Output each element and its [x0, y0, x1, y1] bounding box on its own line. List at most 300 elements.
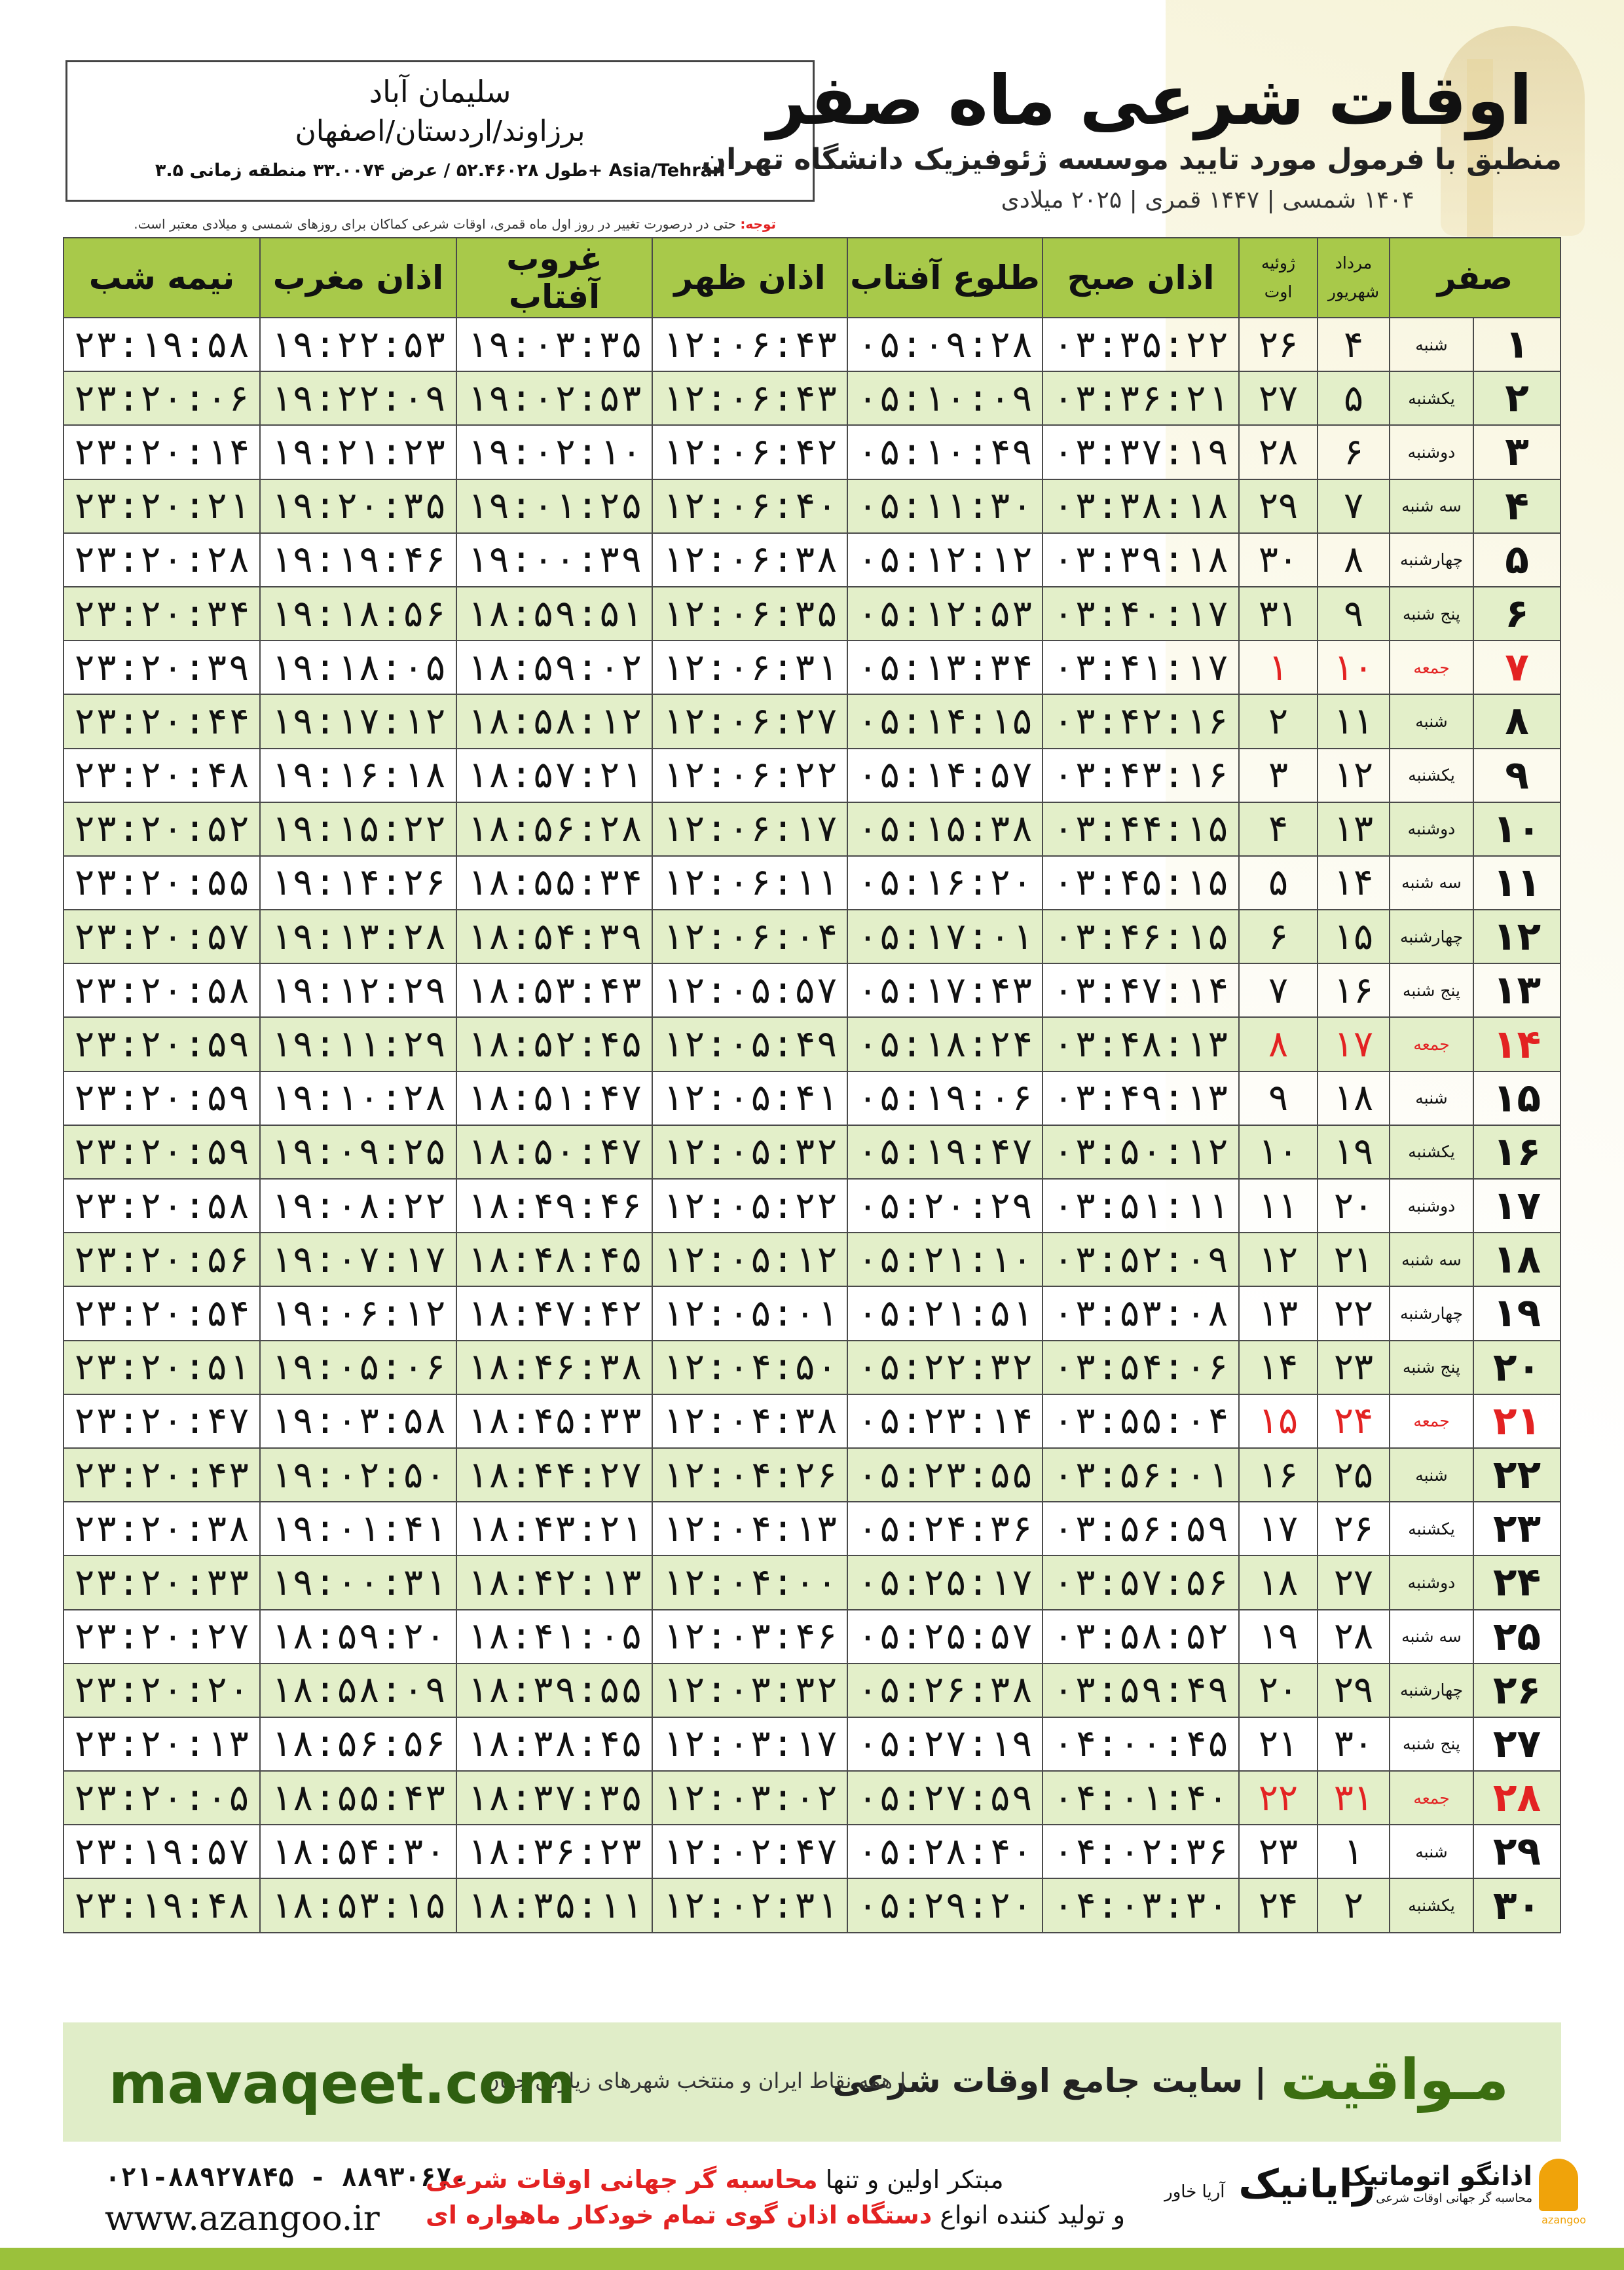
dhuhr-time: ۱۲:۰۵:۲۲: [652, 1179, 847, 1233]
weekday: جمعه: [1390, 1771, 1473, 1825]
shamsi-date: ۱۶: [1318, 963, 1390, 1017]
sunrise-time: ۰۵:۱۳:۳۴: [847, 641, 1043, 694]
sunrise-time: ۰۵:۲۸:۴۰: [847, 1825, 1043, 1878]
sunset-time: ۱۸:۴۵:۳۳: [456, 1394, 652, 1448]
dhuhr-time: ۱۲:۰۳:۴۶: [652, 1610, 847, 1664]
midnight-time: ۲۳:۱۹:۵۷: [64, 1825, 260, 1878]
shamsi-date: ۲۷: [1318, 1555, 1390, 1609]
weekday: چهارشنبه: [1390, 910, 1473, 963]
day-number: ۱۶: [1473, 1125, 1560, 1179]
fajr-time: ۰۳:۵۷:۵۶: [1043, 1555, 1239, 1609]
sunset-time: ۱۹:۰۲:۱۰: [456, 425, 652, 479]
shamsi-date: ۱۳: [1318, 802, 1390, 856]
shamsi-date: ۲۲: [1318, 1286, 1390, 1340]
sunrise-time: ۰۵:۲۳:۵۵: [847, 1448, 1043, 1502]
midnight-time: ۲۳:۲۰:۴۴: [64, 694, 260, 748]
sunrise-time: ۰۵:۲۲:۳۲: [847, 1341, 1043, 1394]
fajr-time: ۰۳:۴۰:۱۷: [1043, 587, 1239, 641]
gregorian-date: ۳۱: [1239, 587, 1318, 641]
rayanik-tag: آریا خاور: [1164, 2182, 1225, 2202]
maghrib-time: ۱۹:۲۱:۲۳: [260, 425, 456, 479]
shamsi-date: ۱۰: [1318, 641, 1390, 694]
midnight-time: ۲۳:۲۰:۰۵: [64, 1771, 260, 1825]
shamsi-date: ۲۱: [1318, 1233, 1390, 1286]
midnight-time: ۲۳:۲۰:۴۷: [64, 1394, 260, 1448]
shamsi-date: ۳۱: [1318, 1771, 1390, 1825]
dhuhr-time: ۱۲:۰۵:۴۱: [652, 1071, 847, 1125]
fajr-time: ۰۳:۵۶:۰۱: [1043, 1448, 1239, 1502]
shamsi-date: ۸: [1318, 533, 1390, 587]
maghrib-time: ۱۹:۱۹:۴۶: [260, 533, 456, 587]
weekday: چهارشنبه: [1390, 1286, 1473, 1340]
azangoo-logo: [1342, 2161, 1532, 2205]
table-row: [64, 641, 1560, 694]
rayanik-name: رایانیک: [1238, 2161, 1375, 2207]
gregorian-date: ۲۹: [1239, 479, 1318, 533]
weekday: پنج شنبه: [1390, 1341, 1473, 1394]
notice-text: حتی در درصورت تغییر در روز اول ماه قمری، اوقات شرعی کماکان برای روزهای شمسی و میلادی معتبر است.: [134, 216, 741, 232]
shamsi-date: ۳۰: [1318, 1717, 1390, 1771]
maghrib-time: ۱۹:۰۲:۵۰: [260, 1448, 456, 1502]
day-number: ۲۸: [1473, 1771, 1560, 1825]
day-number: ۲۳: [1473, 1502, 1560, 1555]
sunrise-time: ۰۵:۱۱:۳۰: [847, 479, 1043, 533]
fajr-time: ۰۳:۳۵:۲۲: [1043, 318, 1239, 371]
weekday: دوشنبه: [1390, 802, 1473, 856]
day-number: ۲: [1473, 371, 1560, 425]
midnight-time: ۲۳:۲۰:۱۴: [64, 425, 260, 479]
shamsi-date: ۷: [1318, 479, 1390, 533]
gregorian-date: ۷: [1239, 963, 1318, 1017]
dhuhr-time: ۱۲:۰۲:۳۱: [652, 1878, 847, 1932]
location-box: [65, 60, 815, 202]
table-row: [64, 1017, 1560, 1071]
table-row: [64, 1448, 1560, 1502]
sunset-time: ۱۸:۵۹:۰۲: [456, 641, 652, 694]
year-info: ۱۴۰۴ شمسی | ۱۴۴۷ قمری | ۲۰۲۵ میلادی: [1001, 187, 1414, 214]
notice: [62, 216, 776, 232]
day-number: ۲۱: [1473, 1394, 1560, 1448]
dhuhr-time: ۱۲:۰۶:۰۴: [652, 910, 847, 963]
header-maghrib: اذان مغرب: [260, 238, 456, 318]
dhuhr-time: ۱۲:۰۶:۱۷: [652, 802, 847, 856]
gregorian-date: ۱۹: [1239, 1610, 1318, 1664]
shamsi-date: ۲۵: [1318, 1448, 1390, 1502]
maghrib-time: ۱۸:۵۹:۲۰: [260, 1610, 456, 1664]
weekday: شنبه: [1390, 318, 1473, 371]
azangoo-sub: محاسبه گر جهانی اوقات شرعی: [1376, 2191, 1532, 2205]
day-number: ۲۷: [1473, 1717, 1560, 1771]
table-row: [64, 1502, 1560, 1555]
sunset-time: ۱۸:۵۳:۴۳: [456, 963, 652, 1017]
weekday: جمعه: [1390, 1394, 1473, 1448]
shamsi-date: ۱: [1318, 1825, 1390, 1878]
day-number: ۲۴: [1473, 1555, 1560, 1609]
gregorian-date: ۱۱: [1239, 1179, 1318, 1233]
dhuhr-time: ۱۲:۰۵:۳۲: [652, 1125, 847, 1179]
table-row: [64, 479, 1560, 533]
notice-label: توجه:: [740, 216, 776, 232]
day-number: ۱: [1473, 318, 1560, 371]
shamsi-date: ۱۹: [1318, 1125, 1390, 1179]
sunset-time: ۱۸:۴۶:۳۸: [456, 1341, 652, 1394]
gregorian-date: ۱۲: [1239, 1233, 1318, 1286]
maghrib-time: ۱۹:۰۰:۳۱: [260, 1555, 456, 1609]
day-number: ۳۰: [1473, 1878, 1560, 1932]
maghrib-time: ۱۹:۲۲:۰۹: [260, 371, 456, 425]
midnight-time: ۲۳:۲۰:۵۹: [64, 1125, 260, 1179]
dhuhr-time: ۱۲:۰۵:۵۷: [652, 963, 847, 1017]
weekday: جمعه: [1390, 1017, 1473, 1071]
weekday: یکشنبه: [1390, 1878, 1473, 1932]
day-number: ۹: [1473, 749, 1560, 802]
day-number: ۱۷: [1473, 1179, 1560, 1233]
fajr-time: ۰۳:۵۱:۱۱: [1043, 1179, 1239, 1233]
weekday: پنج شنبه: [1390, 1717, 1473, 1771]
table-row: [64, 1771, 1560, 1825]
dhuhr-time: ۱۲:۰۵:۱۲: [652, 1233, 847, 1286]
fajr-time: ۰۳:۵۰:۱۲: [1043, 1125, 1239, 1179]
day-number: ۵: [1473, 533, 1560, 587]
day-number: ۲۵: [1473, 1610, 1560, 1664]
phone-numbers: ۰۲۱-۸۸۹۲۷۸۴۵ - ۸۸۹۳۰۶۷۰: [105, 2163, 468, 2193]
dhuhr-time: ۱۲:۰۶:۲۷: [652, 694, 847, 748]
weekday: شنبه: [1390, 1071, 1473, 1125]
gregorian-date: ۲: [1239, 694, 1318, 748]
midnight-time: ۲۳:۲۰:۲۰: [64, 1664, 260, 1717]
fajr-time: ۰۳:۴۴:۱۵: [1043, 802, 1239, 856]
header-shamsi-bottom: شهریور: [1327, 282, 1380, 301]
coordinates: طول ۵۲.۴۶۰۲۸ / عرض ۳۳.۰۰۷۴ منطقه زمانی ۳.۵+ Asia/Tehran: [155, 160, 726, 181]
sunset-time: ۱۸:۳۵:۱۱: [456, 1878, 652, 1932]
header-shamsi: [1318, 238, 1390, 318]
midnight-time: ۲۳:۲۰:۵۹: [64, 1017, 260, 1071]
shamsi-date: ۲۳: [1318, 1341, 1390, 1394]
prayer-times-table: [63, 237, 1561, 1933]
table-row: [64, 856, 1560, 910]
sunset-time: ۱۸:۵۱:۴۷: [456, 1071, 652, 1125]
dhuhr-time: ۱۲:۰۵:۴۹: [652, 1017, 847, 1071]
maghrib-time: ۱۸:۵۴:۳۰: [260, 1825, 456, 1878]
gregorian-date: ۴: [1239, 802, 1318, 856]
midnight-time: ۲۳:۲۰:۲۱: [64, 479, 260, 533]
maghrib-time: ۱۸:۵۳:۱۵: [260, 1878, 456, 1932]
fajr-time: ۰۳:۴۵:۱۵: [1043, 856, 1239, 910]
table-row: [64, 1179, 1560, 1233]
dhuhr-time: ۱۲:۰۶:۳۱: [652, 641, 847, 694]
sunset-time: ۱۸:۵۲:۴۵: [456, 1017, 652, 1071]
maghrib-time: ۱۹:۲۲:۵۳: [260, 318, 456, 371]
gregorian-date: ۹: [1239, 1071, 1318, 1125]
sunset-time: ۱۸:۵۸:۱۲: [456, 694, 652, 748]
table-row: [64, 1555, 1560, 1609]
sunrise-time: ۰۵:۲۵:۱۷: [847, 1555, 1043, 1609]
azangoo-link[interactable]: www.azangoo.ir: [105, 2199, 380, 2239]
midnight-time: ۲۳:۲۰:۵۵: [64, 856, 260, 910]
sunset-time: ۱۹:۰۰:۳۹: [456, 533, 652, 587]
weekday: یکشنبه: [1390, 1125, 1473, 1179]
shamsi-date: ۱۷: [1318, 1017, 1390, 1071]
table-row: [64, 533, 1560, 587]
fajr-time: ۰۳:۳۷:۱۹: [1043, 425, 1239, 479]
city-name: سلیمان آباد: [369, 74, 511, 109]
sunrise-time: ۰۵:۲۷:۵۹: [847, 1771, 1043, 1825]
mavaqeet-banner: [63, 2022, 1561, 2142]
weekday: سه شنبه: [1390, 1233, 1473, 1286]
gregorian-date: ۱: [1239, 641, 1318, 694]
weekday: یکشنبه: [1390, 371, 1473, 425]
weekday: یکشنبه: [1390, 749, 1473, 802]
weekday: دوشنبه: [1390, 1555, 1473, 1609]
table-row: [64, 694, 1560, 748]
maghrib-time: ۱۹:۰۶:۱۲: [260, 1286, 456, 1340]
header-midnight: نیمه شب: [64, 238, 260, 318]
fajr-time: ۰۳:۴۶:۱۵: [1043, 910, 1239, 963]
weekday: سه شنبه: [1390, 856, 1473, 910]
weekday: چهارشنبه: [1390, 1664, 1473, 1717]
maghrib-time: ۱۹:۱۵:۲۲: [260, 802, 456, 856]
gregorian-date: ۱۶: [1239, 1448, 1318, 1502]
sunset-time: ۱۸:۵۷:۲۱: [456, 749, 652, 802]
sunrise-time: ۰۵:۱۹:۰۶: [847, 1071, 1043, 1125]
maghrib-time: ۱۹:۰۹:۲۵: [260, 1125, 456, 1179]
midnight-time: ۲۳:۱۹:۴۸: [64, 1878, 260, 1932]
midnight-time: ۲۳:۲۰:۵۶: [64, 1233, 260, 1286]
footer-line-1b: محاسبه گر جهانی اوقات شرعی: [426, 2165, 818, 2194]
gregorian-date: ۲۰: [1239, 1664, 1318, 1717]
shamsi-date: ۲۶: [1318, 1502, 1390, 1555]
midnight-time: ۲۳:۲۰:۵۲: [64, 802, 260, 856]
website-link[interactable]: mavaqeet.com: [109, 2051, 576, 2117]
day-number: ۲۰: [1473, 1341, 1560, 1394]
weekday: دوشنبه: [1390, 425, 1473, 479]
day-number: ۱۵: [1473, 1071, 1560, 1125]
sunset-time: ۱۸:۳۹:۵۵: [456, 1664, 652, 1717]
midnight-time: ۲۳:۲۰:۴۳: [64, 1448, 260, 1502]
weekday: پنج شنبه: [1390, 963, 1473, 1017]
fajr-time: ۰۳:۵۶:۵۹: [1043, 1502, 1239, 1555]
dhuhr-time: ۱۲:۰۶:۲۲: [652, 749, 847, 802]
sunset-time: ۱۸:۳۸:۴۵: [456, 1717, 652, 1771]
midnight-time: ۲۳:۲۰:۱۳: [64, 1717, 260, 1771]
dhuhr-time: ۱۲:۰۴:۱۳: [652, 1502, 847, 1555]
table-row: [64, 1233, 1560, 1286]
shamsi-date: ۲۹: [1318, 1664, 1390, 1717]
sunrise-time: ۰۵:۱۷:۴۳: [847, 963, 1043, 1017]
table-row: [64, 1341, 1560, 1394]
sunset-time: ۱۹:۰۳:۳۵: [456, 318, 652, 371]
dhuhr-time: ۱۲:۰۵:۰۱: [652, 1286, 847, 1340]
shamsi-date: ۲۴: [1318, 1394, 1390, 1448]
gregorian-date: ۲۳: [1239, 1825, 1318, 1878]
maghrib-time: ۱۹:۰۱:۴۱: [260, 1502, 456, 1555]
header-greg-top: ژوئیه: [1261, 253, 1296, 272]
sunset-time: ۱۸:۴۲:۱۳: [456, 1555, 652, 1609]
sunset-time: ۱۸:۳۶:۲۳: [456, 1825, 652, 1878]
fajr-time: ۰۳:۳۸:۱۸: [1043, 479, 1239, 533]
maghrib-time: ۱۹:۰۸:۲۲: [260, 1179, 456, 1233]
gregorian-date: ۲۷: [1239, 371, 1318, 425]
day-number: ۶: [1473, 587, 1560, 641]
sunset-time: ۱۸:۵۶:۲۸: [456, 802, 652, 856]
footer-line-2a: و تولید کننده انواع: [932, 2201, 1126, 2229]
table-row: [64, 1610, 1560, 1664]
sunrise-time: ۰۵:۱۶:۲۰: [847, 856, 1043, 910]
sunrise-time: ۰۵:۲۹:۲۰: [847, 1878, 1043, 1932]
fajr-time: ۰۴:۰۲:۳۶: [1043, 1825, 1239, 1878]
weekday: پنج شنبه: [1390, 587, 1473, 641]
gregorian-date: ۱۸: [1239, 1555, 1318, 1609]
sunrise-time: ۰۵:۱۸:۲۴: [847, 1017, 1043, 1071]
bottom-bar: [0, 2248, 1624, 2270]
fajr-time: ۰۴:۰۱:۴۰: [1043, 1771, 1239, 1825]
table-header-row: [64, 238, 1560, 318]
maghrib-time: ۱۹:۰۵:۰۶: [260, 1341, 456, 1394]
table-row: [64, 1071, 1560, 1125]
sunrise-time: ۰۵:۱۵:۳۸: [847, 802, 1043, 856]
header-sunset: غروب آفتاب: [456, 238, 652, 318]
day-number: ۲۲: [1473, 1448, 1560, 1502]
midnight-time: ۲۳:۲۰:۵۴: [64, 1286, 260, 1340]
gregorian-date: ۲۸: [1239, 425, 1318, 479]
weekday: چهارشنبه: [1390, 533, 1473, 587]
shamsi-date: ۱۴: [1318, 856, 1390, 910]
weekday: یکشنبه: [1390, 1502, 1473, 1555]
sunset-time: ۱۸:۵۴:۳۹: [456, 910, 652, 963]
dhuhr-time: ۱۲:۰۶:۴۳: [652, 371, 847, 425]
fajr-time: ۰۳:۵۴:۰۶: [1043, 1341, 1239, 1394]
maghrib-time: ۱۹:۱۸:۰۵: [260, 641, 456, 694]
dhuhr-time: ۱۲:۰۴:۵۰: [652, 1341, 847, 1394]
day-number: ۱۳: [1473, 963, 1560, 1017]
midnight-time: ۲۳:۲۰:۵۸: [64, 963, 260, 1017]
gregorian-date: ۳۰: [1239, 533, 1318, 587]
sunset-time: ۱۸:۴۸:۴۵: [456, 1233, 652, 1286]
maghrib-time: ۱۹:۱۱:۲۹: [260, 1017, 456, 1071]
gregorian-date: ۱۷: [1239, 1502, 1318, 1555]
table-row: [64, 963, 1560, 1017]
sunset-time: ۱۸:۵۰:۴۷: [456, 1125, 652, 1179]
sunset-time: ۱۸:۴۹:۴۶: [456, 1179, 652, 1233]
footer-line-1a: مبتکر اولین و تنها: [817, 2165, 1004, 2194]
sunrise-time: ۰۵:۱۷:۰۱: [847, 910, 1043, 963]
sunrise-time: ۰۵:۱۴:۵۷: [847, 749, 1043, 802]
header-gregorian: [1239, 238, 1318, 318]
maghrib-time: ۱۹:۱۰:۲۸: [260, 1071, 456, 1125]
footer-line-1: [426, 2165, 1004, 2194]
table-row: [64, 425, 1560, 479]
shamsi-date: ۱۱: [1318, 694, 1390, 748]
day-number: ۷: [1473, 641, 1560, 694]
fajr-time: ۰۳:۴۸:۱۳: [1043, 1017, 1239, 1071]
sunset-time: ۱۹:۰۲:۵۳: [456, 371, 652, 425]
table-row: [64, 1878, 1560, 1932]
fajr-time: ۰۳:۵۲:۰۹: [1043, 1233, 1239, 1286]
sunset-time: ۱۸:۴۱:۰۵: [456, 1610, 652, 1664]
table-row: [64, 1717, 1560, 1771]
fajr-time: ۰۳:۴۹:۱۳: [1043, 1071, 1239, 1125]
table-row: [64, 1664, 1560, 1717]
dhuhr-time: ۱۲:۰۲:۴۷: [652, 1825, 847, 1878]
midnight-time: ۲۳:۲۰:۲۸: [64, 533, 260, 587]
midnight-time: ۲۳:۲۰:۵۹: [64, 1071, 260, 1125]
table-body: [64, 318, 1560, 1933]
dhuhr-time: ۱۲:۰۴:۳۸: [652, 1394, 847, 1448]
sunrise-time: ۰۵:۲۱:۵۱: [847, 1286, 1043, 1340]
day-number: ۲۶: [1473, 1664, 1560, 1717]
fajr-time: ۰۳:۴۱:۱۷: [1043, 641, 1239, 694]
maghrib-time: ۱۹:۱۳:۲۸: [260, 910, 456, 963]
shamsi-date: ۲۰: [1318, 1179, 1390, 1233]
header-dhuhr: اذان ظهر: [652, 238, 847, 318]
fajr-time: ۰۴:۰۰:۴۵: [1043, 1717, 1239, 1771]
table-row: [64, 318, 1560, 371]
header-greg-bottom: اوت: [1264, 282, 1293, 301]
sunrise-time: ۰۵:۱۲:۵۳: [847, 587, 1043, 641]
banner-slogan: | سایت جامع اوقات شرعی: [832, 2062, 1266, 2100]
day-number: ۱۴: [1473, 1017, 1560, 1071]
sunrise-time: ۰۵:۰۹:۲۸: [847, 318, 1043, 371]
sunset-time: ۱۸:۴۷:۴۲: [456, 1286, 652, 1340]
dhuhr-time: ۱۲:۰۶:۴۳: [652, 318, 847, 371]
azangoo-latin: azangoo: [1541, 2214, 1586, 2226]
table-row: [64, 749, 1560, 802]
table-row: [64, 371, 1560, 425]
day-number: ۳: [1473, 425, 1560, 479]
page-title: اوقات شرعی ماه صفر: [767, 60, 1532, 140]
header-sunrise: طلوع آفتاب: [847, 238, 1043, 318]
shamsi-date: ۵: [1318, 371, 1390, 425]
page-subtitle: منطبق با فرمول مورد تایید موسسه ژئوفیزیک دانشگاه تهران: [701, 143, 1562, 176]
dhuhr-time: ۱۲:۰۳:۳۲: [652, 1664, 847, 1717]
weekday: سه شنبه: [1390, 479, 1473, 533]
maghrib-time: ۱۹:۱۶:۱۸: [260, 749, 456, 802]
maghrib-time: ۱۹:۱۲:۲۹: [260, 963, 456, 1017]
sunset-time: ۱۸:۵۵:۳۴: [456, 856, 652, 910]
weekday: شنبه: [1390, 1448, 1473, 1502]
dhuhr-time: ۱۲:۰۶:۱۱: [652, 856, 847, 910]
table-row: [64, 1125, 1560, 1179]
gregorian-date: ۳: [1239, 749, 1318, 802]
dhuhr-time: ۱۲:۰۴:۰۰: [652, 1555, 847, 1609]
sunrise-time: ۰۵:۱۹:۴۷: [847, 1125, 1043, 1179]
sunrise-time: ۰۵:۱۴:۱۵: [847, 694, 1043, 748]
banner-slogan-secondary: | همه نقاط ایران و منتخب شهرهای زیارتی جهان: [484, 2068, 906, 2093]
maghrib-time: ۱۹:۲۰:۳۵: [260, 479, 456, 533]
sunrise-time: ۰۵:۲۳:۱۴: [847, 1394, 1043, 1448]
weekday: شنبه: [1390, 1825, 1473, 1878]
maghrib-time: ۱۹:۱۴:۲۶: [260, 856, 456, 910]
maghrib-time: ۱۹:۰۷:۱۷: [260, 1233, 456, 1286]
day-number: ۱۱: [1473, 856, 1560, 910]
gregorian-date: ۱۵: [1239, 1394, 1318, 1448]
gregorian-date: ۸: [1239, 1017, 1318, 1071]
fajr-time: ۰۳:۳۹:۱۸: [1043, 533, 1239, 587]
weekday: سه شنبه: [1390, 1610, 1473, 1664]
midnight-time: ۲۳:۲۰:۳۴: [64, 587, 260, 641]
sunset-time: ۱۸:۴۴:۲۷: [456, 1448, 652, 1502]
sunset-time: ۱۹:۰۱:۲۵: [456, 479, 652, 533]
table-row: [64, 1394, 1560, 1448]
header-shamsi-top: مرداد: [1335, 253, 1373, 272]
maghrib-time: ۱۸:۵۵:۴۳: [260, 1771, 456, 1825]
azangoo-mark-icon: [1539, 2159, 1578, 2211]
gregorian-date: ۲۲: [1239, 1771, 1318, 1825]
fajr-time: ۰۳:۵۸:۵۲: [1043, 1610, 1239, 1664]
day-number: ۸: [1473, 694, 1560, 748]
azangoo-name: اذانگو اتوماتیک: [1341, 2161, 1532, 2191]
dhuhr-time: ۱۲:۰۶:۳۸: [652, 533, 847, 587]
